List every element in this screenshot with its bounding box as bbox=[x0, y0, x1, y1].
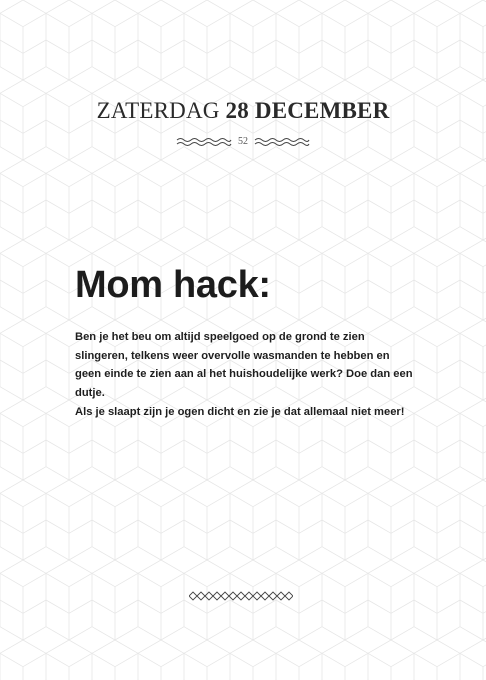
weekday: ZATERDAG bbox=[96, 98, 220, 123]
wave-ornament-icon bbox=[176, 136, 232, 148]
date-header bbox=[0, 98, 486, 124]
paragraph: Ben je het beu om altijd speelgoed op de grond te zien slingeren, telkens weer overvolle wasmanden te hebben en geen einde te zien aan al het huishoudelijke werk? Doe dan een dutje. bbox=[75, 331, 413, 400]
day-number-row bbox=[0, 134, 486, 150]
diamond-chain-ornament-icon bbox=[189, 590, 293, 602]
page-title: Mom hack: bbox=[75, 264, 271, 306]
body-text bbox=[75, 328, 415, 422]
wave-ornament-icon bbox=[254, 136, 310, 148]
day-month: 28 DECEMBER bbox=[225, 98, 390, 123]
paragraph: Als je slaapt zijn je ogen dicht en zie je dat allemaal niet meer! bbox=[75, 405, 405, 418]
day-number: 52 bbox=[238, 136, 248, 147]
